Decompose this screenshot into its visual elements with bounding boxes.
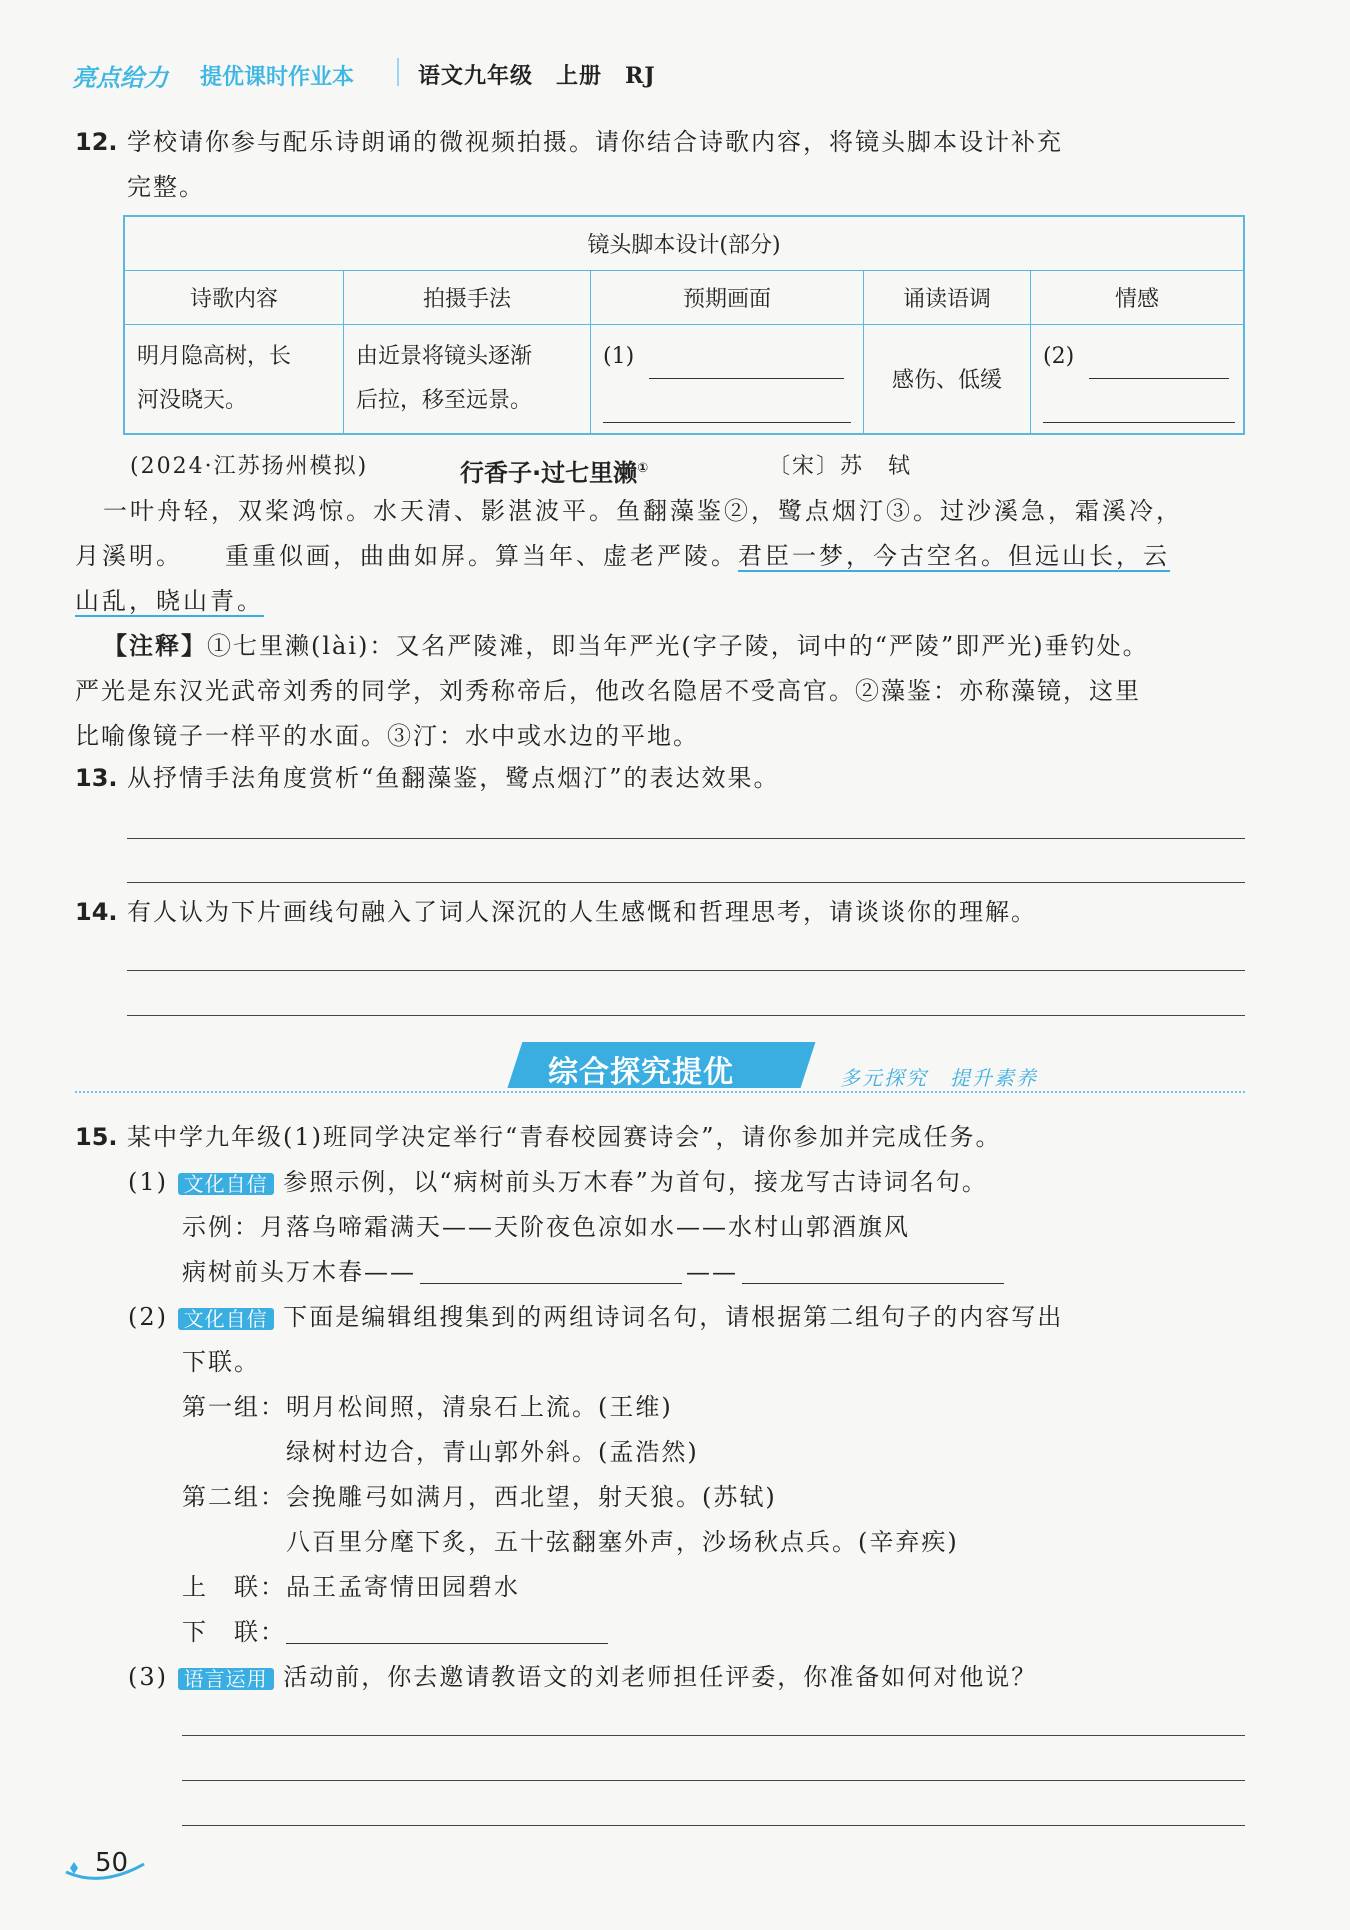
brand-logo: 亮点给力 [72, 63, 168, 92]
picture-answer-blank-2[interactable] [603, 422, 851, 423]
poem-source: (2024·江苏扬州模拟) [130, 454, 369, 479]
lower-couplet [182, 1620, 608, 1644]
book-title: 语文九年级 上册 RJ [418, 63, 656, 89]
method-line1: 由近景将镜头逐渐 [356, 343, 533, 369]
group2-verse-b: 八百里分麾下炙，五十弦翻塞外声，沙场秋点兵。(辛弃疾) [286, 1528, 959, 1556]
upper-couplet: 上 联：品王孟寄情田园碧水 [182, 1573, 520, 1601]
poem-line1: 一叶舟轻，双桨鸿惊。水天清、影湛波平。鱼翻藻鉴②，鹭点烟汀③。过沙溪急，霜溪冷， [103, 497, 1183, 525]
lower-couplet-blank[interactable] [286, 1643, 608, 1644]
q15-part1 [128, 1170, 988, 1195]
question-number-15: 15. [75, 1123, 118, 1151]
table-cell-picture[interactable] [591, 324, 864, 434]
q14-text: 有人认为下片画线句融入了词人深沉的人生感慨和哲理思考，请谈谈你的理解。 [127, 898, 1037, 926]
table-cell-content [124, 324, 344, 434]
chain-blank-1[interactable] [420, 1283, 682, 1284]
q15-part3 [128, 1665, 1037, 1690]
notes-line1 [103, 634, 1149, 658]
table-header-emotion: 情感 [1031, 270, 1245, 324]
table-header-picture: 预期画面 [591, 270, 864, 324]
poem-line2 [75, 544, 1170, 568]
poem-underlined-sentence: 君臣一梦，今古空名。但远山长，云 [738, 542, 1170, 570]
q15-part1-text: 参照示例，以“病树前头万木春”为首句，接龙写古诗词名句。 [283, 1168, 988, 1196]
q13-answer-line-1[interactable] [127, 838, 1245, 839]
notes-text-1: ①七里濑(lài)：又名严陵滩，即当年严光(字子陵，词中的“严陵”即严光)垂钓处。 [207, 632, 1149, 660]
notes-line3: 比喻像镜子一样平的水面。③汀：水中或水边的平地。 [75, 722, 699, 750]
q13-answer-line-2[interactable] [127, 882, 1245, 883]
chain-blank-2[interactable] [742, 1283, 1004, 1284]
poem-title [460, 453, 648, 488]
table-header-tone: 诵读语调 [864, 270, 1031, 324]
q15-part2-label: (2) [128, 1303, 168, 1331]
table-cell-method [344, 324, 591, 434]
group2-label: 第二组： [182, 1483, 286, 1511]
poem-author: 〔宋〕苏 轼 [768, 454, 913, 479]
q15-chain [182, 1260, 1004, 1284]
group1-verse-b: 绿树村边合，青山郭外斜。(孟浩然) [286, 1438, 699, 1466]
series-title: 提优课时作业本 [200, 64, 355, 90]
q12-text-line1: 学校请你参与配乐诗朗诵的微视频拍摄。请你结合诗歌内容，将镜头脚本设计补充 [127, 128, 1063, 156]
q15-part3-label: (3) [128, 1663, 168, 1691]
content-line2: 河没晓天。 [137, 387, 248, 413]
poem-underlined-sentence-end: 山乱，晓山青。 [75, 587, 264, 615]
group1-label: 第一组： [182, 1393, 286, 1421]
q15-part1-label: (1) [128, 1168, 168, 1196]
lower-couplet-label: 下 联： [182, 1618, 286, 1646]
q15-part2-text-l1: 下面是编辑组搜集到的两组诗词名句，请根据第二组句子的内容写出 [283, 1303, 1064, 1331]
q15-part2 [128, 1305, 1063, 1330]
shot-script-table [123, 215, 1245, 435]
table-caption: 镜头脚本设计(部分) [124, 216, 1244, 270]
content-line1: 明月隐高树，长 [137, 343, 292, 369]
poem-line3 [75, 589, 264, 613]
q14-answer-line-2[interactable] [127, 1015, 1245, 1016]
table-header-content: 诗歌内容 [124, 270, 344, 324]
method-line2: 后拉，移至远景。 [356, 387, 533, 413]
header-divider [397, 58, 399, 86]
page-number: 50 [95, 1848, 129, 1878]
q15-example: 示例：月落乌啼霜满天——天阶夜色凉如水——水村山郭酒旗风 [182, 1213, 910, 1241]
section-subtitle: 多元探究 提升素养 [840, 1066, 1038, 1090]
notes-label: 【注释】 [103, 632, 207, 660]
picture-blank-label: (1) [603, 343, 635, 369]
emotion-answer-blank-2[interactable] [1043, 422, 1235, 423]
culture-tag-2: 文化自信 [178, 1308, 274, 1330]
q15-part3-text: 活动前，你去邀请教语文的刘老师担任评委，你准备如何对他说？ [283, 1663, 1038, 1691]
chain-start: 病树前头万木春—— [182, 1258, 416, 1286]
poem-line2-plain: 月溪明。 重重似画，曲曲如屏。算当年、虚老严陵。 [75, 542, 738, 570]
q15-intro: 某中学九年级(1)班同学决定举行“青春校园赛诗会”，请你参加并完成任务。 [127, 1123, 1002, 1151]
poem-title-footnote: ① [637, 461, 649, 476]
notes-line2: 严光是东汉光武帝刘秀的同学，刘秀称帝后，他改名隐居不受高官。②藻鉴：亦称藻镜，这里 [75, 677, 1141, 705]
table-cell-tone: 感伤、低缓 [864, 324, 1031, 434]
culture-tag: 文化自信 [178, 1173, 274, 1195]
q15-answer-line-2[interactable] [182, 1780, 1245, 1781]
language-tag: 语言运用 [178, 1668, 274, 1690]
group2-verse-a: 会挽雕弓如满月，西北望，射天狼。(苏轼) [286, 1483, 777, 1511]
section-title: 综合探究提优 [548, 1055, 734, 1090]
q15-part2-text-l2: 下联。 [182, 1348, 260, 1376]
question-number-13: 13. [75, 764, 118, 792]
q12-text-line2: 完整。 [127, 173, 205, 201]
emotion-blank-label: (2) [1043, 343, 1075, 369]
table-header-method: 拍摄手法 [344, 270, 591, 324]
q15-answer-line-1[interactable] [182, 1735, 1245, 1736]
section-divider [75, 1091, 1245, 1093]
table-cell-emotion[interactable] [1031, 324, 1245, 434]
question-number-12: 12. [75, 128, 118, 156]
group1-line1 [182, 1395, 673, 1419]
q13-text: 从抒情手法角度赏析“鱼翻藻鉴，鹭点烟汀”的表达效果。 [127, 764, 780, 792]
group1-verse-a: 明月松间照，清泉石上流。(王维) [286, 1393, 673, 1421]
question-number-14: 14. [75, 898, 118, 926]
chain-dash: —— [686, 1258, 738, 1286]
q14-answer-line-1[interactable] [127, 970, 1245, 971]
q15-answer-line-3[interactable] [182, 1825, 1245, 1826]
poem-title-text: 行香子·过七里濑 [460, 459, 638, 487]
group2-line1 [182, 1485, 777, 1509]
